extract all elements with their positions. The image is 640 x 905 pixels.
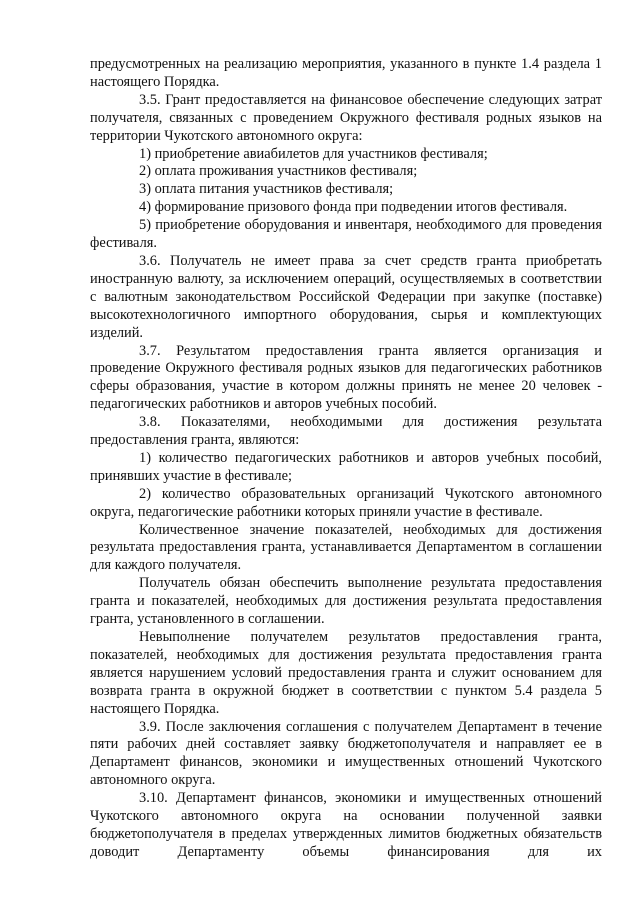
list-item: 4) формирование призового фонда при подведении итогов фестиваля.: [139, 199, 568, 216]
paragraph-3-6: 3.6. Получатель не имеет права за счет средств гранта приобретать иностранную валюту, за исключением операций, осуществляемых в соответствии с валютным законодательством Российской Федерации при закупке (поставке) высокотехнологичного импортного оборудования, сырья и комплектующих изделий.: [90, 252, 602, 341]
list-item: 3) оплата питания участников фестиваля;: [139, 181, 394, 198]
paragraph-3-5: 3.5. Грант предоставляется на финансовое обеспечение следующих затрат получателя, связанных с проведением Окружного фестиваля родных языков на территории Чукотского автономного округа:: [90, 91, 602, 144]
list-item: 2) количество образовательных организаций Чукотского автономного округа, педагогические работники которых приняли участие в фестивале.: [90, 485, 602, 520]
paragraph-3-7: 3.7. Результатом предоставления гранта является организация и проведение Окружного фестиваля родных языков для педагогических работников сферы образования, участие в котором должны принять не менее 20 человек - педагогических работников и авторов учебных пособий.: [90, 342, 602, 413]
list-item: 5) приобретение оборудования и инвентаря, необходимого для проведения фестиваля.: [90, 217, 602, 252]
paragraph-3-9: 3.9. После заключения соглашения с получателем Департамент в течение пяти рабочих дней составляет заявку бюджетополучателя и направляет ее в Департамент финансов, экономики и имущественных отношений Чукотского автономного округа.: [90, 718, 602, 789]
paragraph: Невыполнение получателем результатов предоставления гранта, показателей, необходимых для достижения результата предоставления гранта является нарушением условий предоставления гранта и служит основанием для возврата гранта в окружной бюджет в соответствии с пунктом 5.4 раздела 5 настоящего Порядка.: [90, 629, 602, 717]
paragraph-3-8: 3.8. Показателями, необходимыми для достижения результата предоставления гранта, являются:: [90, 414, 602, 449]
list-item: 1) количество педагогических работников и авторов учебных пособий, принявших участие в фестивале;: [90, 449, 602, 484]
paragraph: предусмотренных на реализацию мероприятия, указанного в пункте 1.4 раздела 1 настоящего Порядка.: [90, 56, 602, 90]
paragraph: Количественное значение показателей, необходимых для достижения результата предоставления гранта, устанавливается Департаментом в соглашении для каждого получателя.: [90, 521, 602, 574]
paragraph-3-10: 3.10. Департамент финансов, экономики и имущественных отношений Чукотского автономного округа на основании полученной заявки бюджетополучателя в пределах утвержденных лимитов бюджетных обязательств доводит Департаменту объемы финансирования для их: [90, 790, 602, 860]
paragraph: Получатель обязан обеспечить выполнение результата предоставления гранта и показателей, необходимых для достижения результата предоставления гранта, установленного в соглашении.: [90, 575, 602, 628]
list-item: 2) оплата проживания участников фестиваля;: [139, 163, 418, 180]
list-item: 1) приобретение авиабилетов для участников фестиваля;: [139, 145, 488, 162]
document-page: [90, 56, 602, 862]
